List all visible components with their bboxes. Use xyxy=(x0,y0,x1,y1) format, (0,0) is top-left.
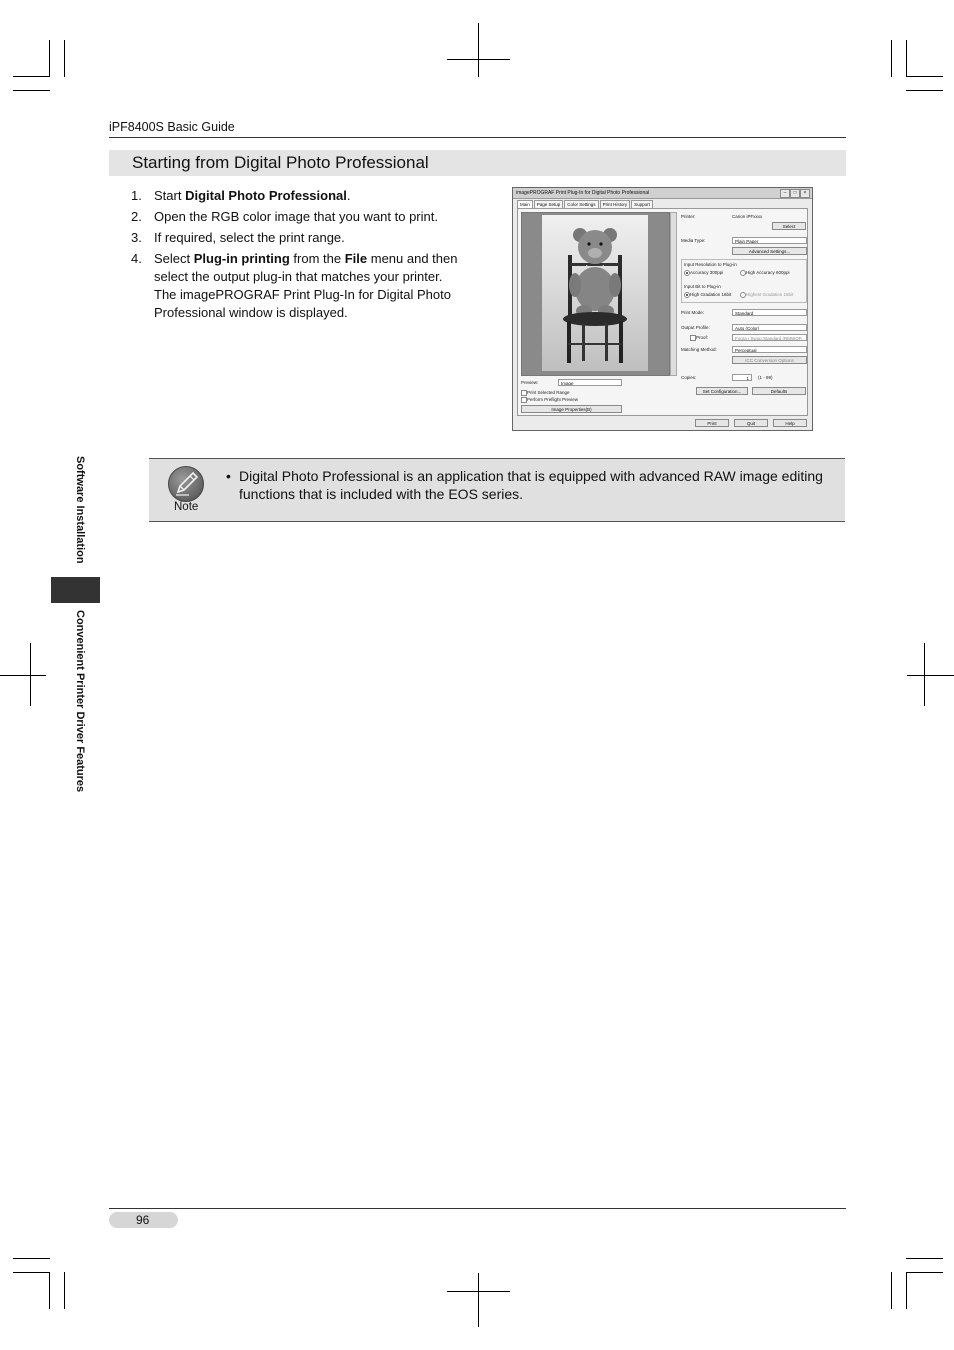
footer-rule xyxy=(109,1208,846,1209)
step-text: Start xyxy=(154,188,186,203)
side-label-software-installation: Software Installation xyxy=(74,456,86,564)
quit-button: Quit xyxy=(734,419,768,427)
window-title-bar xyxy=(513,188,812,199)
crop-mark xyxy=(13,76,50,77)
output-profile-label: Output Profile: xyxy=(681,325,710,330)
crop-mark xyxy=(447,59,510,60)
defaults-button: Defaults xyxy=(752,387,806,395)
close-icon: × xyxy=(800,189,810,198)
media-type-select: Plain Paper xyxy=(732,237,807,244)
input-bit-label: Input Bit to Plug-in xyxy=(684,284,721,289)
crop-mark xyxy=(13,90,50,91)
tab-color-settings: Color Settings xyxy=(564,200,598,208)
crop-mark xyxy=(447,1291,510,1292)
crop-mark xyxy=(906,1272,943,1273)
window-title: imagePROGRAF Print Plug-In for Digital Photo Professional xyxy=(516,190,650,196)
tab-support: Support xyxy=(631,200,653,208)
crop-mark xyxy=(478,1273,479,1327)
tab-main: Main xyxy=(517,200,533,208)
tab-page-setup: Page Setup xyxy=(534,200,564,208)
copies-range: (1 - 99) xyxy=(758,375,773,380)
page-number: 96 xyxy=(136,1213,150,1227)
pencil-icon xyxy=(169,467,203,501)
crop-mark xyxy=(891,1272,892,1309)
preview-select: Image xyxy=(558,379,622,386)
tab-print-history: Print History xyxy=(600,200,631,208)
step-number: 1. xyxy=(131,188,142,203)
crop-mark xyxy=(13,1258,50,1259)
header-rule xyxy=(109,137,846,138)
step-text: . xyxy=(346,188,351,203)
select-printer-button: Select xyxy=(772,222,806,230)
step-number: 2. xyxy=(131,209,142,224)
crop-mark xyxy=(49,40,50,77)
advanced-settings-button: Advanced Settings... xyxy=(732,247,807,255)
window-body xyxy=(517,208,808,416)
note-box xyxy=(149,458,845,522)
step-item xyxy=(131,208,471,226)
preview-label: Preview: xyxy=(521,380,539,385)
step-item xyxy=(131,229,471,247)
maximize-icon: □ xyxy=(790,189,800,198)
step-emphasis: Plug-in printing xyxy=(193,251,290,266)
crop-mark xyxy=(0,675,46,676)
step-text: menu and then select the output plug-in that matches your printer. xyxy=(154,251,458,284)
crop-mark xyxy=(906,1258,943,1259)
crop-mark xyxy=(907,675,954,676)
proof-label: Proof: xyxy=(696,335,709,340)
step-number: 3. xyxy=(131,230,142,245)
crop-mark xyxy=(13,1272,50,1273)
crop-mark xyxy=(906,76,943,77)
step-emphasis: File xyxy=(344,251,368,266)
window-tabs xyxy=(517,200,654,208)
teddy-bear-on-chair-image xyxy=(542,215,648,371)
check-label-1: Print Selected Range xyxy=(527,390,570,395)
crop-mark xyxy=(906,40,907,77)
guide-title: iPF8400S Basic Guide xyxy=(109,120,235,134)
step-text: from the xyxy=(289,251,345,266)
plugin-window-screenshot xyxy=(512,187,813,431)
minimize-icon: – xyxy=(780,189,790,198)
note-bullet: • xyxy=(226,468,231,484)
step-continuation: The imagePROGRAF Print Plug-In for Digital Photo Professional window is displayed. xyxy=(154,287,451,320)
copies-input: 1 xyxy=(732,374,752,381)
help-button: Help xyxy=(773,419,807,427)
section-header xyxy=(109,150,846,176)
matching-method-label: Matching Method: xyxy=(681,347,717,352)
step-number: 4. xyxy=(131,251,142,266)
section-title: Starting from Digital Photo Professional xyxy=(132,153,429,172)
print-button: Print xyxy=(695,419,729,427)
input-resolution-label: Input Resolution to Plug-in xyxy=(684,262,737,267)
res-option-1: Accuracy 300ppi xyxy=(690,270,724,275)
image-properties-button: Image Properties(B) xyxy=(521,405,622,413)
step-text: Select xyxy=(154,251,194,266)
copies-label: Copies: xyxy=(681,375,697,380)
step-item xyxy=(131,250,471,322)
step-item xyxy=(131,187,471,205)
icc-conversion-button: ICC Conversion Options xyxy=(732,356,807,364)
crop-mark xyxy=(478,23,479,77)
note-text: Digital Photo Professional is an application that is equipped with advanced RAW image editing functions that is included with the EOS series. xyxy=(239,468,823,502)
output-profile-select: Auto (Color) xyxy=(732,324,807,331)
note-label: Note xyxy=(174,501,199,513)
page-number-badge xyxy=(109,1212,178,1228)
crop-mark xyxy=(891,40,892,77)
crop-mark xyxy=(64,40,65,77)
image-preview xyxy=(521,212,670,376)
preview-scrollbar xyxy=(670,212,677,376)
side-tab-marker xyxy=(51,577,100,603)
bit-option-1: High Gradation 16bit xyxy=(690,292,732,297)
crop-mark xyxy=(49,1272,50,1309)
bit-option-2: Highest Gradation 16bit xyxy=(746,292,794,297)
printer-label: Printer: xyxy=(681,214,696,219)
media-type-label: Media Type: xyxy=(681,238,706,243)
crop-mark xyxy=(906,90,943,91)
printer-value: Canon iPFxxxx xyxy=(732,214,763,219)
crop-mark xyxy=(906,1272,907,1309)
side-label-driver-features: Convenient Printer Driver Features xyxy=(74,610,86,793)
set-configuration-button: Set Configuration... xyxy=(696,387,748,395)
step-emphasis: Digital Photo Professional xyxy=(185,188,347,203)
crop-mark xyxy=(64,1272,65,1309)
check-label-2: Perform Preflight Preview xyxy=(527,397,579,402)
print-mode-label: Print Mode: xyxy=(681,310,705,315)
step-list xyxy=(131,187,471,325)
pencil-note-icon xyxy=(168,466,204,502)
step-text: Open the RGB color image that you want to print. xyxy=(154,209,438,224)
preview-paper xyxy=(542,215,648,371)
matching-method-select: Perceptual xyxy=(732,346,807,353)
proof-select: Fogra / Swop Standard (RMWOP... xyxy=(732,334,807,341)
step-text: If required, select the print range. xyxy=(154,230,345,245)
res-option-2: High Accuracy 600ppi xyxy=(746,270,790,275)
print-mode-select: Standard xyxy=(732,309,807,316)
